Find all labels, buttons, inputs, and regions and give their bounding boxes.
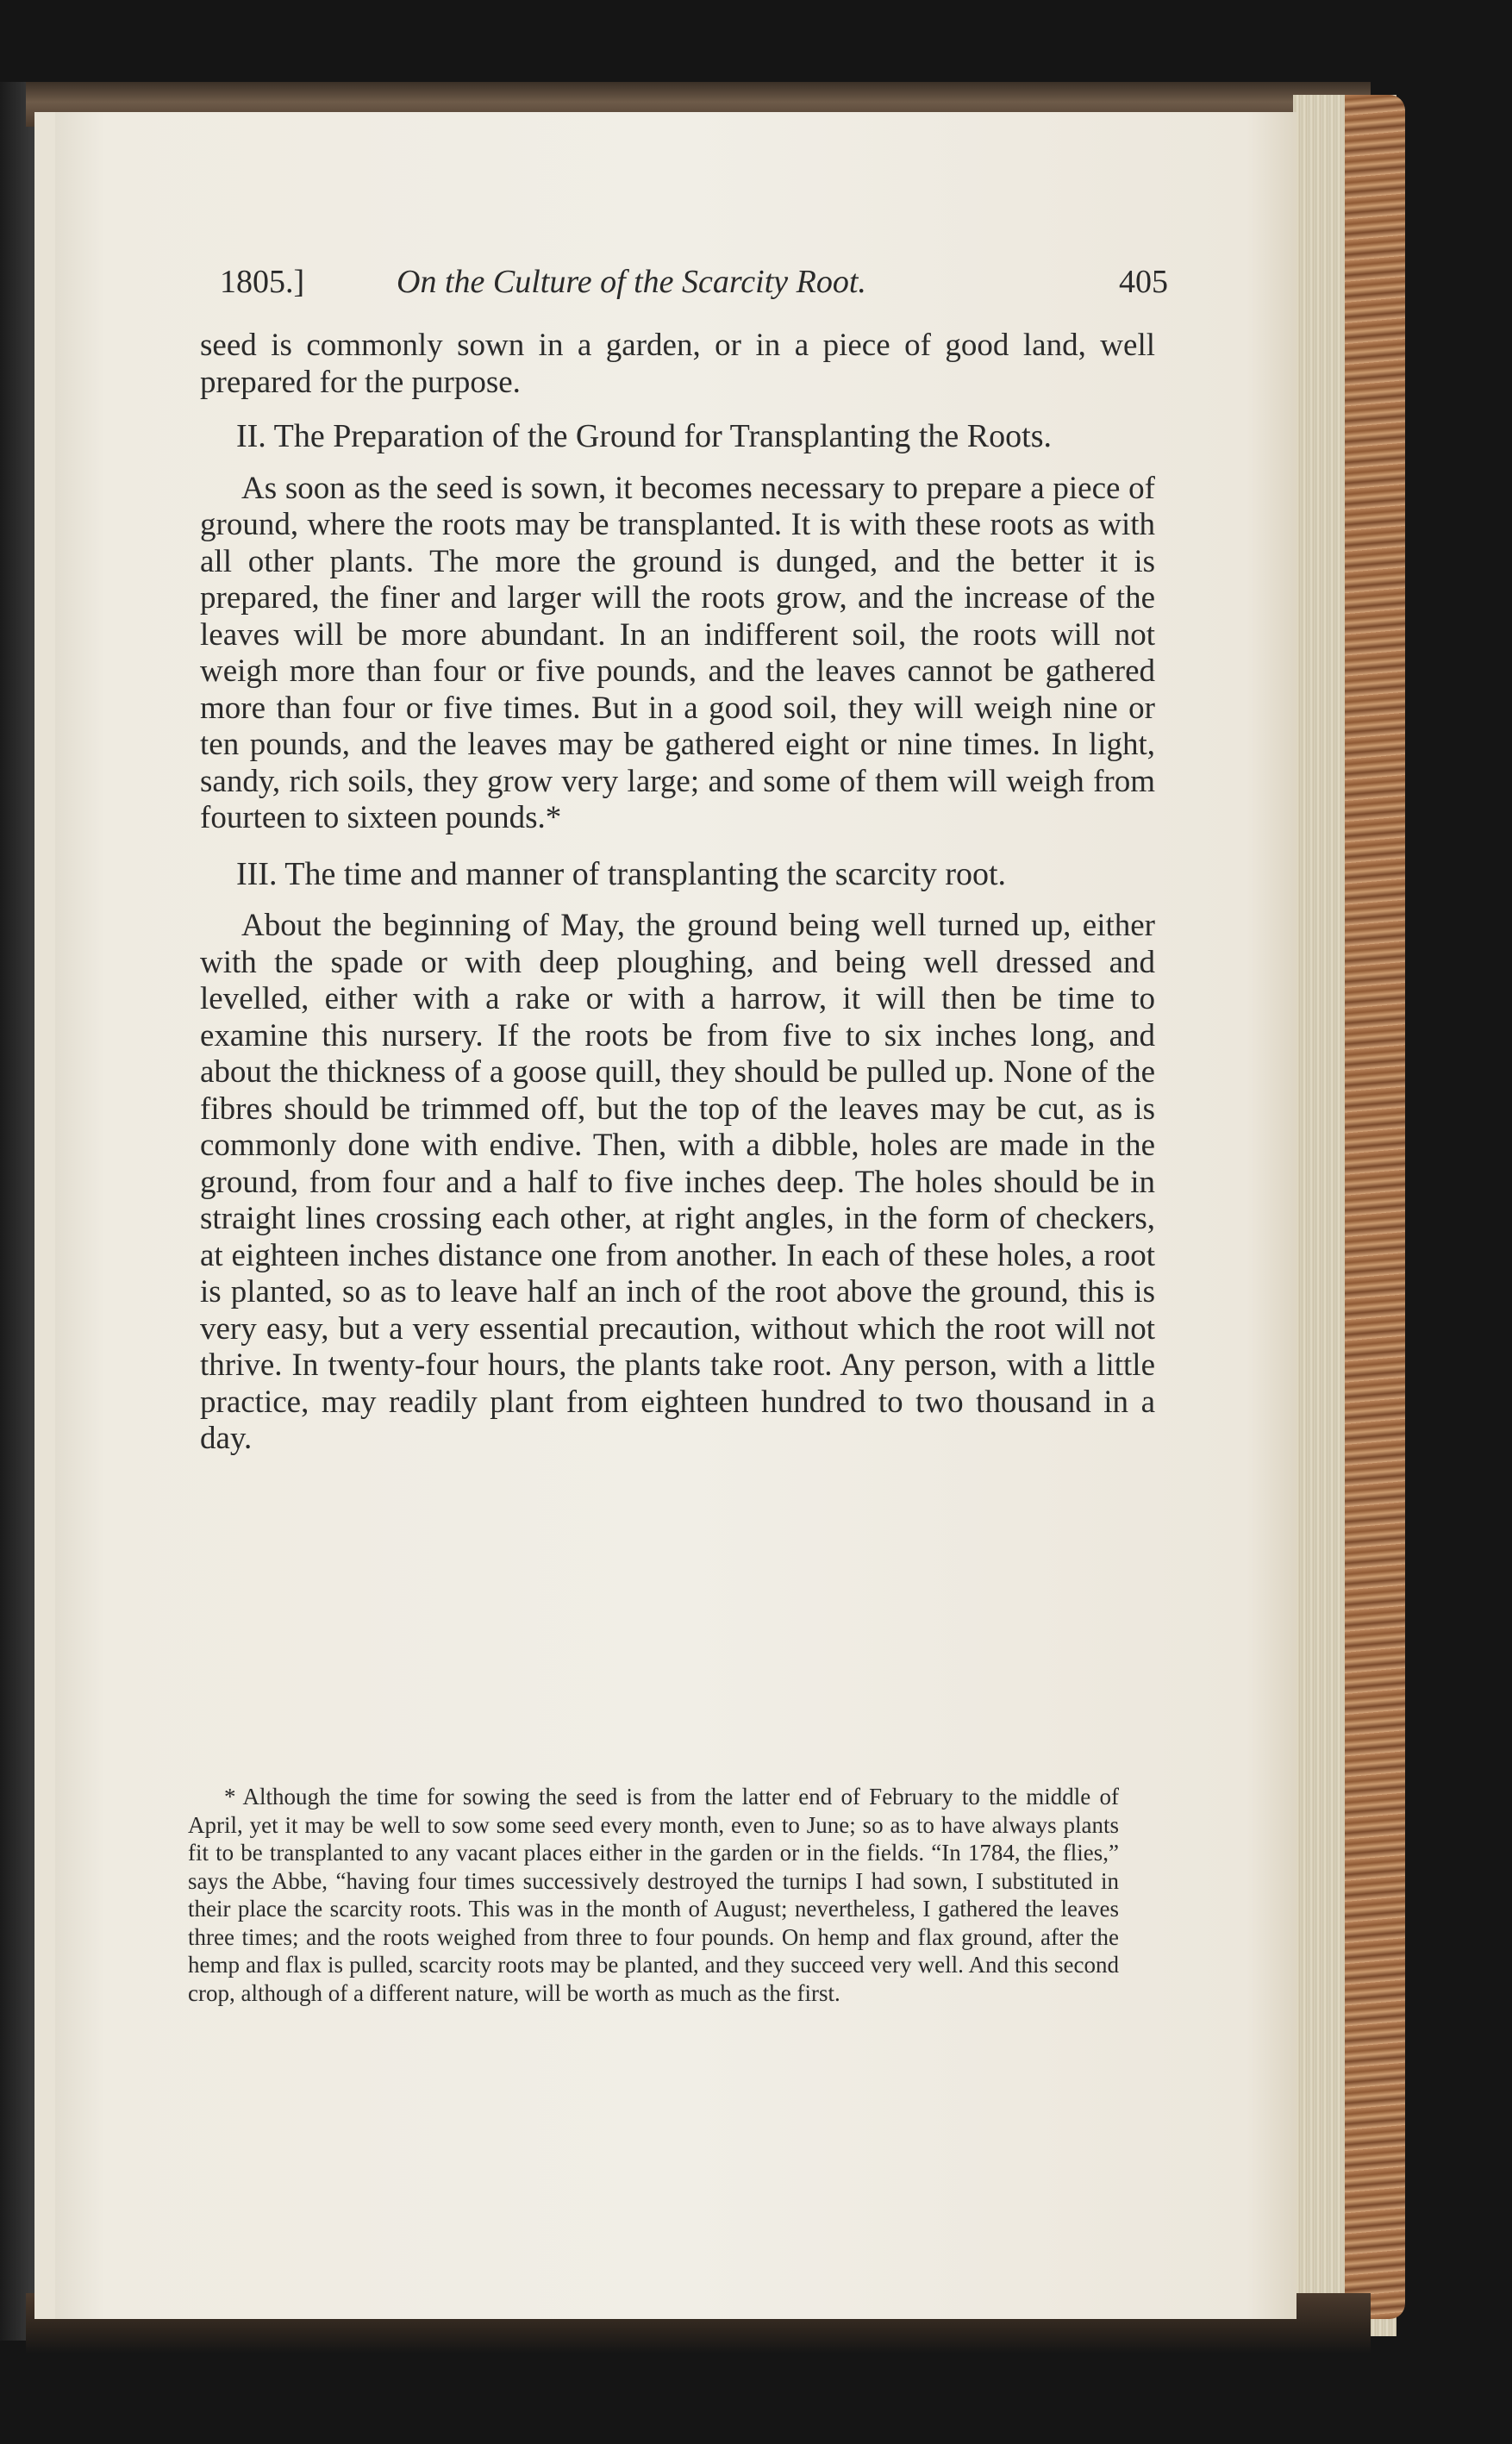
section-paragraph-2: As soon as the seed is sown, it becomes necessary to prepare a piece of ground, where the roots may be transplanted. It is with these roots as with all other plants. The more the ground is dunged, and the better it is prepared, the finer and larger will the roots grow, and the increase of the leaves will be more abundant. In an indifferent soil, the roots will not weigh more than four or five pounds, and the leaves cannot be gathered more than four or five times. But in a good soil, they will weigh nine or ten pounds, and the leaves may be gathered eight or nine times. In light, sandy, rich soils, they grow very large; and some of them will weigh from fourteen to sixteen pounds.* <box>200 470 1155 835</box>
footnote <box>188 1783 1119 2007</box>
main-text <box>200 328 1155 1477</box>
marbled-edge <box>1345 95 1405 2319</box>
continuation-paragraph: seed is commonly sown in a garden, or in a piece of good land, well prepared for the purpose. <box>200 328 1155 400</box>
footnote-text: Although the time for sowing the seed is from the latter end of February to the middle of April, yet it may be well to sow some seed every month, even to June; so as to have always plants fit to be transplanted to any vacant places either in the garden or in the fields. “In 1784, the flies,” says the Abbe, “having four times successively destroyed the turnips I had sown, I substituted in their place the scarcity roots. This was in the month of August; nevertheless, I gathered the leaves three times; and the roots weighed from three to four pounds. On hemp and flax ground, after the hemp and flax is pulled, scarcity roots may be planted, and they succeed very well. And this second crop, although of a different nature, will be worth as much as the first. <box>188 1784 1119 2006</box>
header-year: 1805.] <box>220 264 305 300</box>
page-number: 405 <box>1119 264 1168 300</box>
running-title: On the Culture of the Scarcity Root. <box>397 264 866 300</box>
section-paragraph-3: About the beginning of May, the ground being well turned up, either with the spade or with deep ploughing, and being well dressed and levelled, either with a rake or with a harrow, it will then be time to examine this nursery. If the roots be from five to six inches long, and about the thickness of a goose quill, they should be pulled up. None of the fibres should be trimmed off, but the top of the leaves may be cut, as is commonly done with endive. Then, with a dibble, holes are made in the ground, from four and a half to five inches deep. The holes should be in straight lines crossing each other, at right angles, in the form of checkers, at eighteen inches distance one from another. In each of these holes, a root is planted, so as to leave half an inch of the root above the ground, this is very easy, but a very essential precaution, without which the root will not thrive. In twenty-four hours, the plants take root. Any person, with a little practice, may readily plant from eighteen hundred to two thousand in a day. <box>200 908 1155 1456</box>
running-header <box>220 263 1168 306</box>
footnote-mark: * <box>224 1784 236 1810</box>
section-heading-3: III. The time and manner of transplanting the scarcity root. <box>236 855 1007 892</box>
section-heading-2: II. The Preparation of the Ground for Transplanting the Roots. <box>236 418 1052 454</box>
